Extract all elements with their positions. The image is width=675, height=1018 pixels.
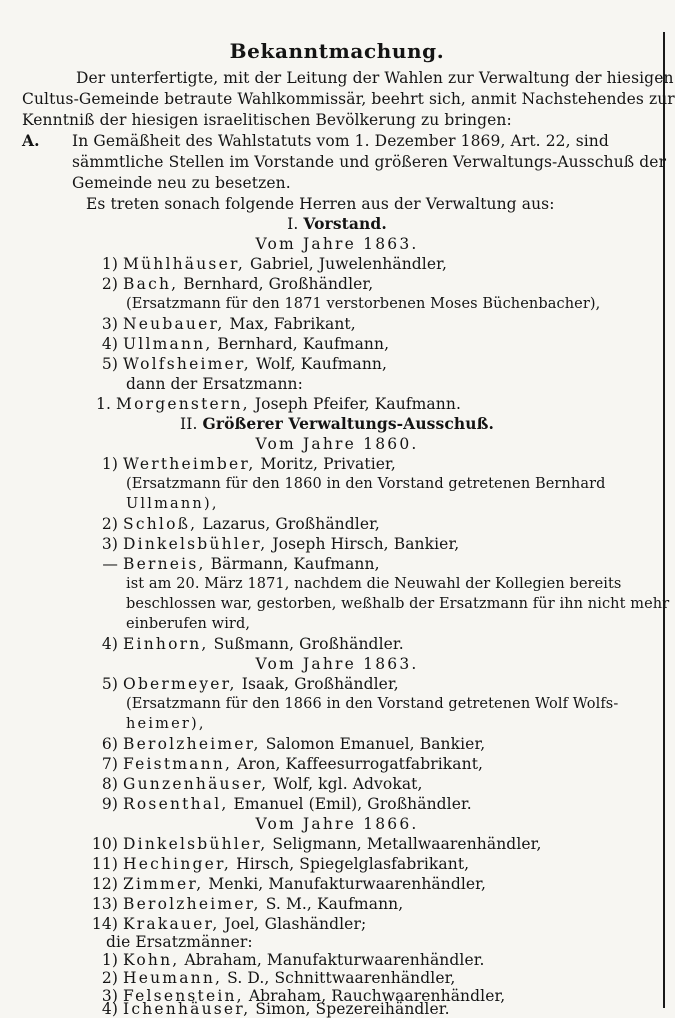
ersatz-intro: die Ersatzmänner: [106,933,253,951]
ersatz-intro: dann der Ersatzmann: [126,375,303,393]
member-name: Rosenthal, [123,795,229,813]
list-item: 13) Berolzheimer, S. M., Kaufmann, [91,895,404,913]
member-name: Kohn, [123,951,180,969]
member-name: Wolfsheimer, [123,355,251,373]
item-note: Ullmann), [126,496,219,512]
member-name: Berneis, [123,555,206,573]
item-note: (Ersatzmann für den 1860 in den Vorstand getretenen Bernhard [126,476,606,492]
member-name: Berolzheimer, [123,895,261,913]
list-item: 3) Neubauer, Max, Fabrikant, [101,315,356,333]
list-item: 5) Wolfsheimer, Wolf, Kaufmann, [101,355,388,373]
list-item: 6) Berolzheimer, Salomon Emanuel, Bankier, [101,735,486,753]
list-item: 11) Hechinger, Hirsch, Spiegelglasfabrikant, [91,855,470,873]
list-item: 14) Krakauer, Joel, Glashändler; [91,915,367,933]
member-name: Feistmann, [123,755,233,773]
member-name: Dinkelsbühler, [123,835,268,853]
list-item: 1) Wertheimber, Moritz, Privatier, [101,455,396,473]
member-name: Zimmer, [123,875,204,893]
section-1-number: I. [287,215,299,233]
section-2-number: II. [180,415,198,433]
list-item: 8) Gunzenhäuser, Wolf, kgl. Advokat, [101,775,423,793]
year-heading-1860: Vom Jahre 1860. [255,435,419,453]
list-item: 4) Einhorn, Sußmann, Großhändler. [101,635,404,653]
member-name: Mühlhäuser, [123,255,245,273]
section-1-title: Vorstand. [303,214,387,233]
item-note: einberufen wird, [126,616,251,632]
list-item: 3) Dinkelsbühler, Joseph Hirsch, Bankier, [101,535,460,553]
member-name: Gunzenhäuser, [123,775,269,793]
section-a-line-3: Gemeinde neu zu besetzen. [72,174,291,192]
member-name: Morgenstern, [116,395,250,413]
section-2-title: Größerer Verwaltungs-Ausschuß. [202,414,494,433]
intro-line-3: Kenntniß der hiesigen israelitischen Bevölkerung zu bringen: [22,111,512,129]
section-1-heading [0,214,674,234]
member-name: Berolzheimer, [123,735,261,753]
list-item: 5) Obermeyer, Isaak, Großhändler, [101,675,399,693]
section-a-line-1: In Gemäßheit des Wahlstatuts vom 1. Dezember 1869, Art. 22, sind [72,132,609,150]
member-name: Hechinger, [123,855,232,873]
list-item: 4) Ullmann, Bernhard, Kaufmann, [101,335,390,353]
year-heading-1863: Vom Jahre 1863. [255,655,419,673]
member-name: Felsenstein, [123,987,244,1005]
member-name: Schloß, [123,515,198,533]
item-note: beschlossen war, gestorben, weßhalb der Ersatzmann für ihn nicht mehr [126,596,670,612]
list-item: 1) Kohn, Abraham, Manufakturwaarenhändler. [101,951,485,969]
member-name: Dinkelsbühler, [123,535,268,553]
year-heading-1866: Vom Jahre 1866. [255,815,419,833]
member-name: Einhorn, [123,635,209,653]
member-name: Bach, [123,275,179,293]
list-item: 3) Felsenstein, Abraham, Rauchwaarenhändler, [101,987,506,1005]
list-item: 2) Heumann, S. D., Schnittwaarenhändler, [101,969,456,987]
list-item: 4) Ichenhäuser, Simon, Spezereihändler. [101,1000,450,1018]
item-note: (Ersatzmann für den 1866 in den Vorstand getretenen Wolf Wolfs- [126,696,619,712]
section-a-label: A. [22,131,40,150]
intro-line-1: Der unterfertigte, mit der Leitung der Wahlen zur Verwaltung der hiesigen [76,69,674,87]
member-name: Ullmann, [123,335,213,353]
item-note: (Ersatzmann für den 1871 verstorbenen Moses Büchenbacher), [126,296,601,312]
member-name: Wertheimber, [123,455,256,473]
column-rule [663,32,665,1008]
list-item: — Berneis, Bärmann, Kaufmann, [102,555,380,573]
member-name: Krakauer, [123,915,220,933]
section-a-line-2: sämmtliche Stellen im Vorstande und größeren Verwaltungs-Ausschuß der [72,153,667,171]
year-heading-1863: Vom Jahre 1863. [255,235,419,253]
section-2-heading [0,414,674,434]
intro-line-2: Cultus-Gemeinde betraute Wahlkommissär, beehrt sich, anmit Nachstehendes zur [22,90,675,108]
member-name: Neubauer, [123,315,225,333]
member-name: Obermeyer, [123,675,237,693]
member-name: Heumann, [123,969,223,987]
page-title: Bekanntmachung. [229,39,445,63]
list-item: 2) Schloß, Lazarus, Großhändler, [101,515,380,533]
member-name: Ichenhäuser, [123,1000,251,1018]
list-item: 9) Rosenthal, Emanuel (Emil), Großhändler. [101,795,472,813]
list-item: 12) Zimmer, Menki, Manufakturwaarenhändler, [91,875,487,893]
list-item: 2) Bach, Bernhard, Großhändler, [101,275,374,293]
list-item: 1. Morgenstern, Joseph Pfeifer, Kaufmann. [96,395,461,413]
list-item: 1) Mühlhäuser, Gabriel, Juwelenhändler, [101,255,447,273]
list-item: 10) Dinkelsbühler, Seligmann, Metallwaarenhändler, [91,835,542,853]
item-note: heimer), [126,716,206,732]
item-note: ist am 20. März 1871, nachdem die Neuwahl der Kollegien bereits [126,576,622,592]
section-a-line-4: Es treten sonach folgende Herren aus der Verwaltung aus: [86,195,555,213]
list-item: 7) Feistmann, Aron, Kaffeesurrogatfabrikant, [101,755,484,773]
